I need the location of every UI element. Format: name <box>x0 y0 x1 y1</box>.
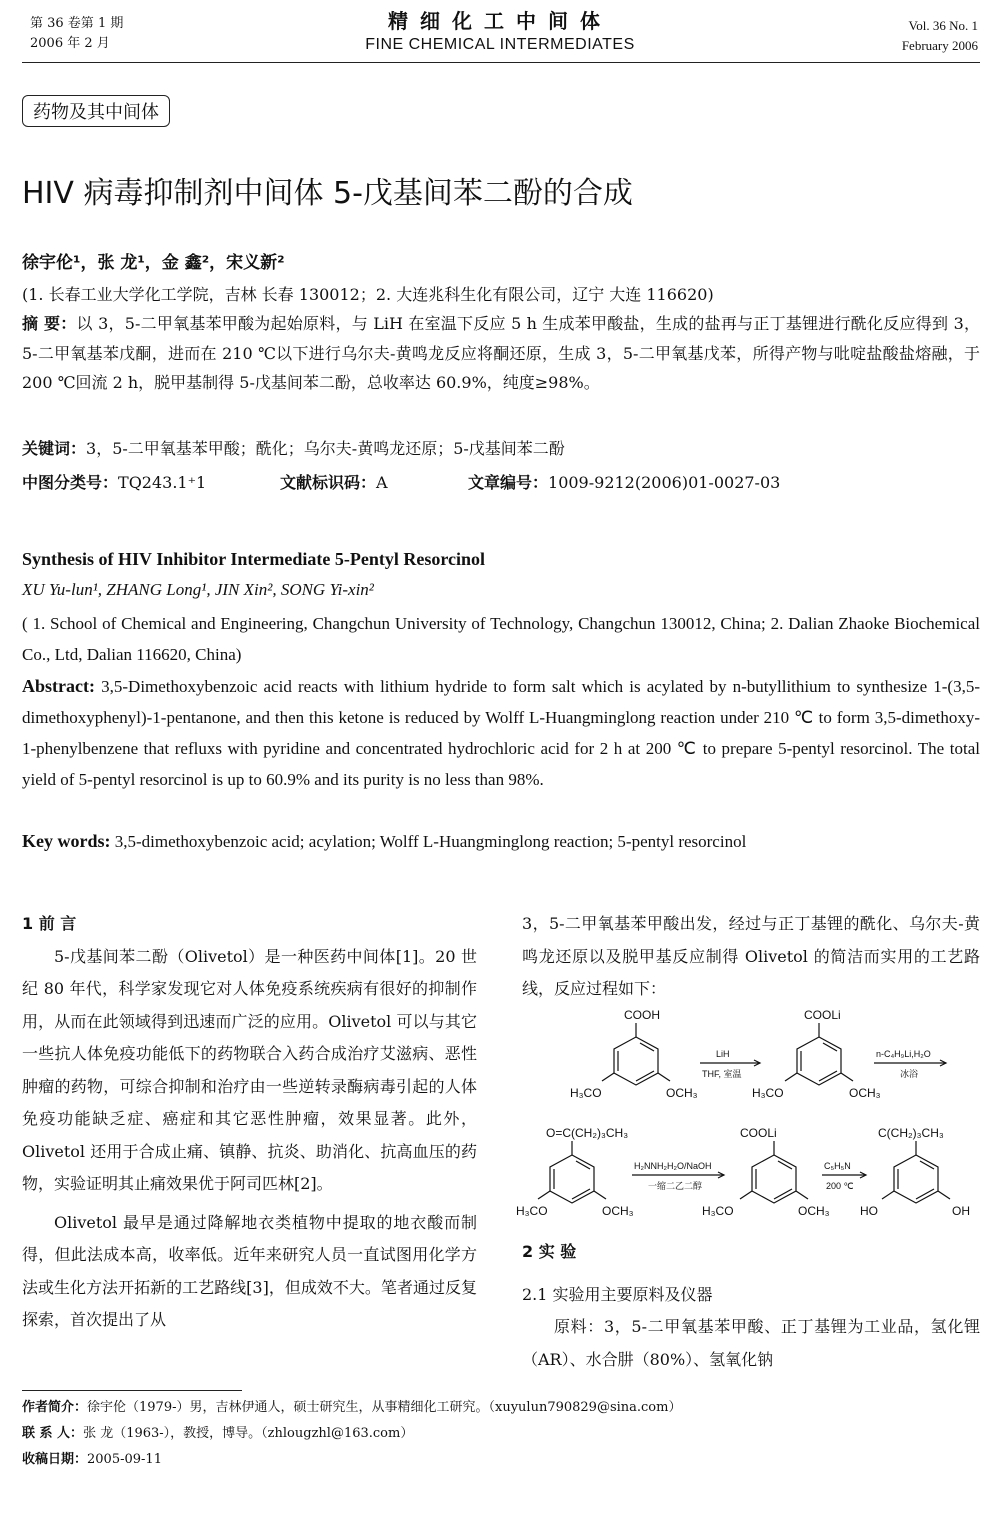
body-right-column-lower <box>522 1236 980 1376</box>
english-authors: XU Yu-lun¹, ZHANG Long¹, JIN Xin², SONG Yi-xin² <box>22 580 374 599</box>
date-cn: 2006 年 2 月 <box>30 36 110 51</box>
s5-top: C(CH₂)₃CH₃ <box>878 1126 944 1140</box>
english-abstract <box>22 671 980 795</box>
clc-code: 中图分类号：TQ243.1⁺1 <box>22 473 207 492</box>
english-keywords-label: Key words: <box>22 831 111 851</box>
s5-left: HO <box>860 1204 878 1218</box>
s5-right: OH <box>952 1204 970 1218</box>
abstract-cn <box>22 309 980 398</box>
benzene-ring-3 <box>538 1141 606 1203</box>
affiliations: (1. 长春工业大学化工学院，吉林 长春 130012；2. 大连兆科生化有限公司，辽宁 大连 116620) <box>22 285 714 304</box>
journal-name-en: FINE CHEMICAL INTERMEDIATES <box>365 36 635 53</box>
a1-top: LiH <box>716 1049 730 1059</box>
english-abstract-text: 3,5-Dimethoxybenzoic acid reacts with lithium hydride to form salt which is acylated by n-butyllithium to synthesize 1-(3,5-dimethoxyphenyl)-1-pentanone, and then this ketone is reduced by Wolff L-Huangminglong reaction under 210 ℃ to form 3,5-dimethoxy-1-phenylbenzene that refluxs with pyridine and concentrated hydrochloric acid for 2 h at 200 ℃ to prepare 5-pentyl resorcinol. The total yield of 5-pentyl resorcinol is up to 60.9% and its purity is no less than 98%. <box>22 677 981 789</box>
running-header-right <box>902 16 978 56</box>
abstract-cn-label: 摘 要： <box>22 314 77 333</box>
s2-right: OCH₃ <box>849 1086 881 1100</box>
reaction-scheme <box>516 1005 986 1225</box>
s1-left: H₃CO <box>570 1086 602 1100</box>
section-1-heading: 1 前 言 <box>22 914 77 933</box>
a3-top: H₂NNH₂H₂O/NaOH <box>634 1161 712 1171</box>
english-title: Synthesis of HIV Inhibitor Intermediate 5-Pentyl Resorcinol <box>22 549 486 569</box>
body-left-column <box>22 908 477 1337</box>
section-tag: 药物及其中间体 <box>22 95 170 127</box>
s4-left: H₃CO <box>702 1204 734 1218</box>
article-number: 文章编号：1009-9212(2006)01-0027-03 <box>468 473 781 492</box>
s2-top: COOLi <box>804 1008 841 1022</box>
intro-paragraph-2: Olivetol 最早是通过降解地衣类植物中提取的地衣酸而制得，但此法成本高，收率低。近年来研究人员一直试图用化学方法或生化方法开拓新的工艺路线[3]，但成效不大。笔者通过反复探索，首次提出了从 <box>22 1212 477 1329</box>
abstract-cn-text: 以 3，5-二甲氧基苯甲酸为起始原料，与 LiH 在室温下反应 5 h 生成苯甲酸盐，生成的盐再与正丁基锂进行酰化反应得到 3，5-二甲氧基苯戊酮，进而在 210 ℃以下进行乌尔夫-黄鸣龙反应将酮还原，生成 3，5-二甲氧基戊苯，所得产物与吡啶盐酸盐熔融，于 200 ℃回流 2 h，脱甲基制得 5-戊基间苯二酚，总收率达 60.9%，纯度≥98%。 <box>22 314 980 392</box>
materials-paragraph: 原料：3，5-二甲氧基苯甲酸、正丁基锂为工业品，氢化锂（AR）、水合肼（80%）、氢氧化钠 <box>522 1317 980 1369</box>
a4-bottom: 200 ℃ <box>826 1181 854 1191</box>
benzene-ring-2 <box>785 1023 853 1085</box>
benzene-ring-5 <box>882 1141 950 1203</box>
s1-right: OCH₃ <box>666 1086 698 1100</box>
footnote-contact: 联 系 人：张 龙（1963-），教授，博导。（zhlougzhl@163.com） <box>22 1426 414 1441</box>
s1-top: COOH <box>624 1008 660 1022</box>
footnote-author: 作者简介：徐宇伦（1979-）男，吉林伊通人，硕士研究生，从事精细化工研究。（xuyulun790829@sina.com） <box>22 1400 682 1415</box>
intro-paragraph-3: 3，5-二甲氧基苯甲酸出发，经过与正丁基锂的酰化、乌尔夫-黄鸣龙还原以及脱甲基反应制得 Olivetol 的简洁而实用的工艺路线，反应过程如下： <box>522 914 980 998</box>
body-right-column <box>522 908 980 1006</box>
s3-right: OCH₃ <box>602 1204 634 1218</box>
a2-top: n-C₄H₉Li,H₂O <box>876 1049 931 1059</box>
s2-left: H₃CO <box>752 1086 784 1100</box>
keywords-cn-label: 关键词： <box>22 439 87 458</box>
s4-right: OCH₃ <box>798 1204 830 1218</box>
a1-bottom: THF, 室温 <box>702 1069 742 1079</box>
classification-row <box>22 470 980 494</box>
a2-bottom: 冰浴 <box>900 1069 919 1079</box>
english-keywords-text: 3,5-dimethoxybenzoic acid; acylation; Wolff L-Huangminglong reaction; 5-pentyl resorcinol <box>114 832 747 851</box>
benzene-ring-1 <box>602 1023 670 1085</box>
benzene-ring-4 <box>740 1141 808 1203</box>
a3-bottom: 一缩二乙二醇 <box>648 1181 703 1191</box>
english-abstract-label: Abstract: <box>22 676 95 696</box>
volume-cn: 第 36 卷第 1 期 <box>30 16 124 31</box>
s3-top: O=C(CH₂)₃CH₃ <box>546 1126 629 1140</box>
english-affiliations: ( 1. School of Chemical and Engineering, Changchun University of Technology, Changchun 130012, China; 2. Dalian Zhaoke Biochemical Co., Ltd, Dalian 116620, China) <box>22 614 980 664</box>
volume-en: Vol. 36 No. 1 <box>908 18 978 33</box>
running-header-center <box>0 8 1000 56</box>
footnote-received: 收稿日期：2005-09-11 <box>22 1452 162 1467</box>
journal-name-cn: 精细化工中间体 <box>388 9 612 33</box>
keywords-cn-text: 3，5-二甲氧基苯甲酸；酰化；乌尔夫-黄鸣龙还原；5-戊基间苯二酚 <box>86 439 565 458</box>
author-list: 徐宇伦¹，张 龙¹，金 鑫²，宋义新² <box>22 253 285 273</box>
date-en: February 2006 <box>901 38 978 53</box>
a4-top: C₅H₅N <box>824 1161 851 1171</box>
s3-left: H₃CO <box>516 1204 548 1218</box>
intro-paragraph-1: 5-戊基间苯二酚（Olivetol）是一种医药中间体[1]。20 世纪 80 年代，科学家发现它对人体免疫系统疾病有很好的抑制作用，从而在此领域得到迅速而广泛的应用。Olivetol 可以与其它一些抗人体免疫功能低下的药物联合入药合成治疗艾滋病、恶性肿瘤的药物，可综合抑制和治疗由一些逆转录酶病毒引起的人体免疫功能缺乏症、癌症和其它恶性肿瘤，效果显著。此外，Olivetol 还用于合成止痛、镇静、抗炎、助消化、抗高血压的药物，实验证明其止痛效果优于阿司匹林[2]。 <box>22 946 477 1193</box>
keywords-cn <box>22 434 980 464</box>
paper-title: HIV 病毒抑制剂中间体 5-戊基间苯二酚的合成 <box>22 176 633 211</box>
footnote-rule <box>22 1390 242 1391</box>
section-2-1-heading: 2.1 实验用主要原料及仪器 <box>522 1284 713 1304</box>
english-keywords <box>22 826 980 857</box>
s4-top: COOLi <box>740 1126 777 1140</box>
section-2-heading: 2 实 验 <box>522 1242 577 1261</box>
header-rule <box>22 62 980 63</box>
document-code: 文献标识码：A <box>280 473 388 492</box>
